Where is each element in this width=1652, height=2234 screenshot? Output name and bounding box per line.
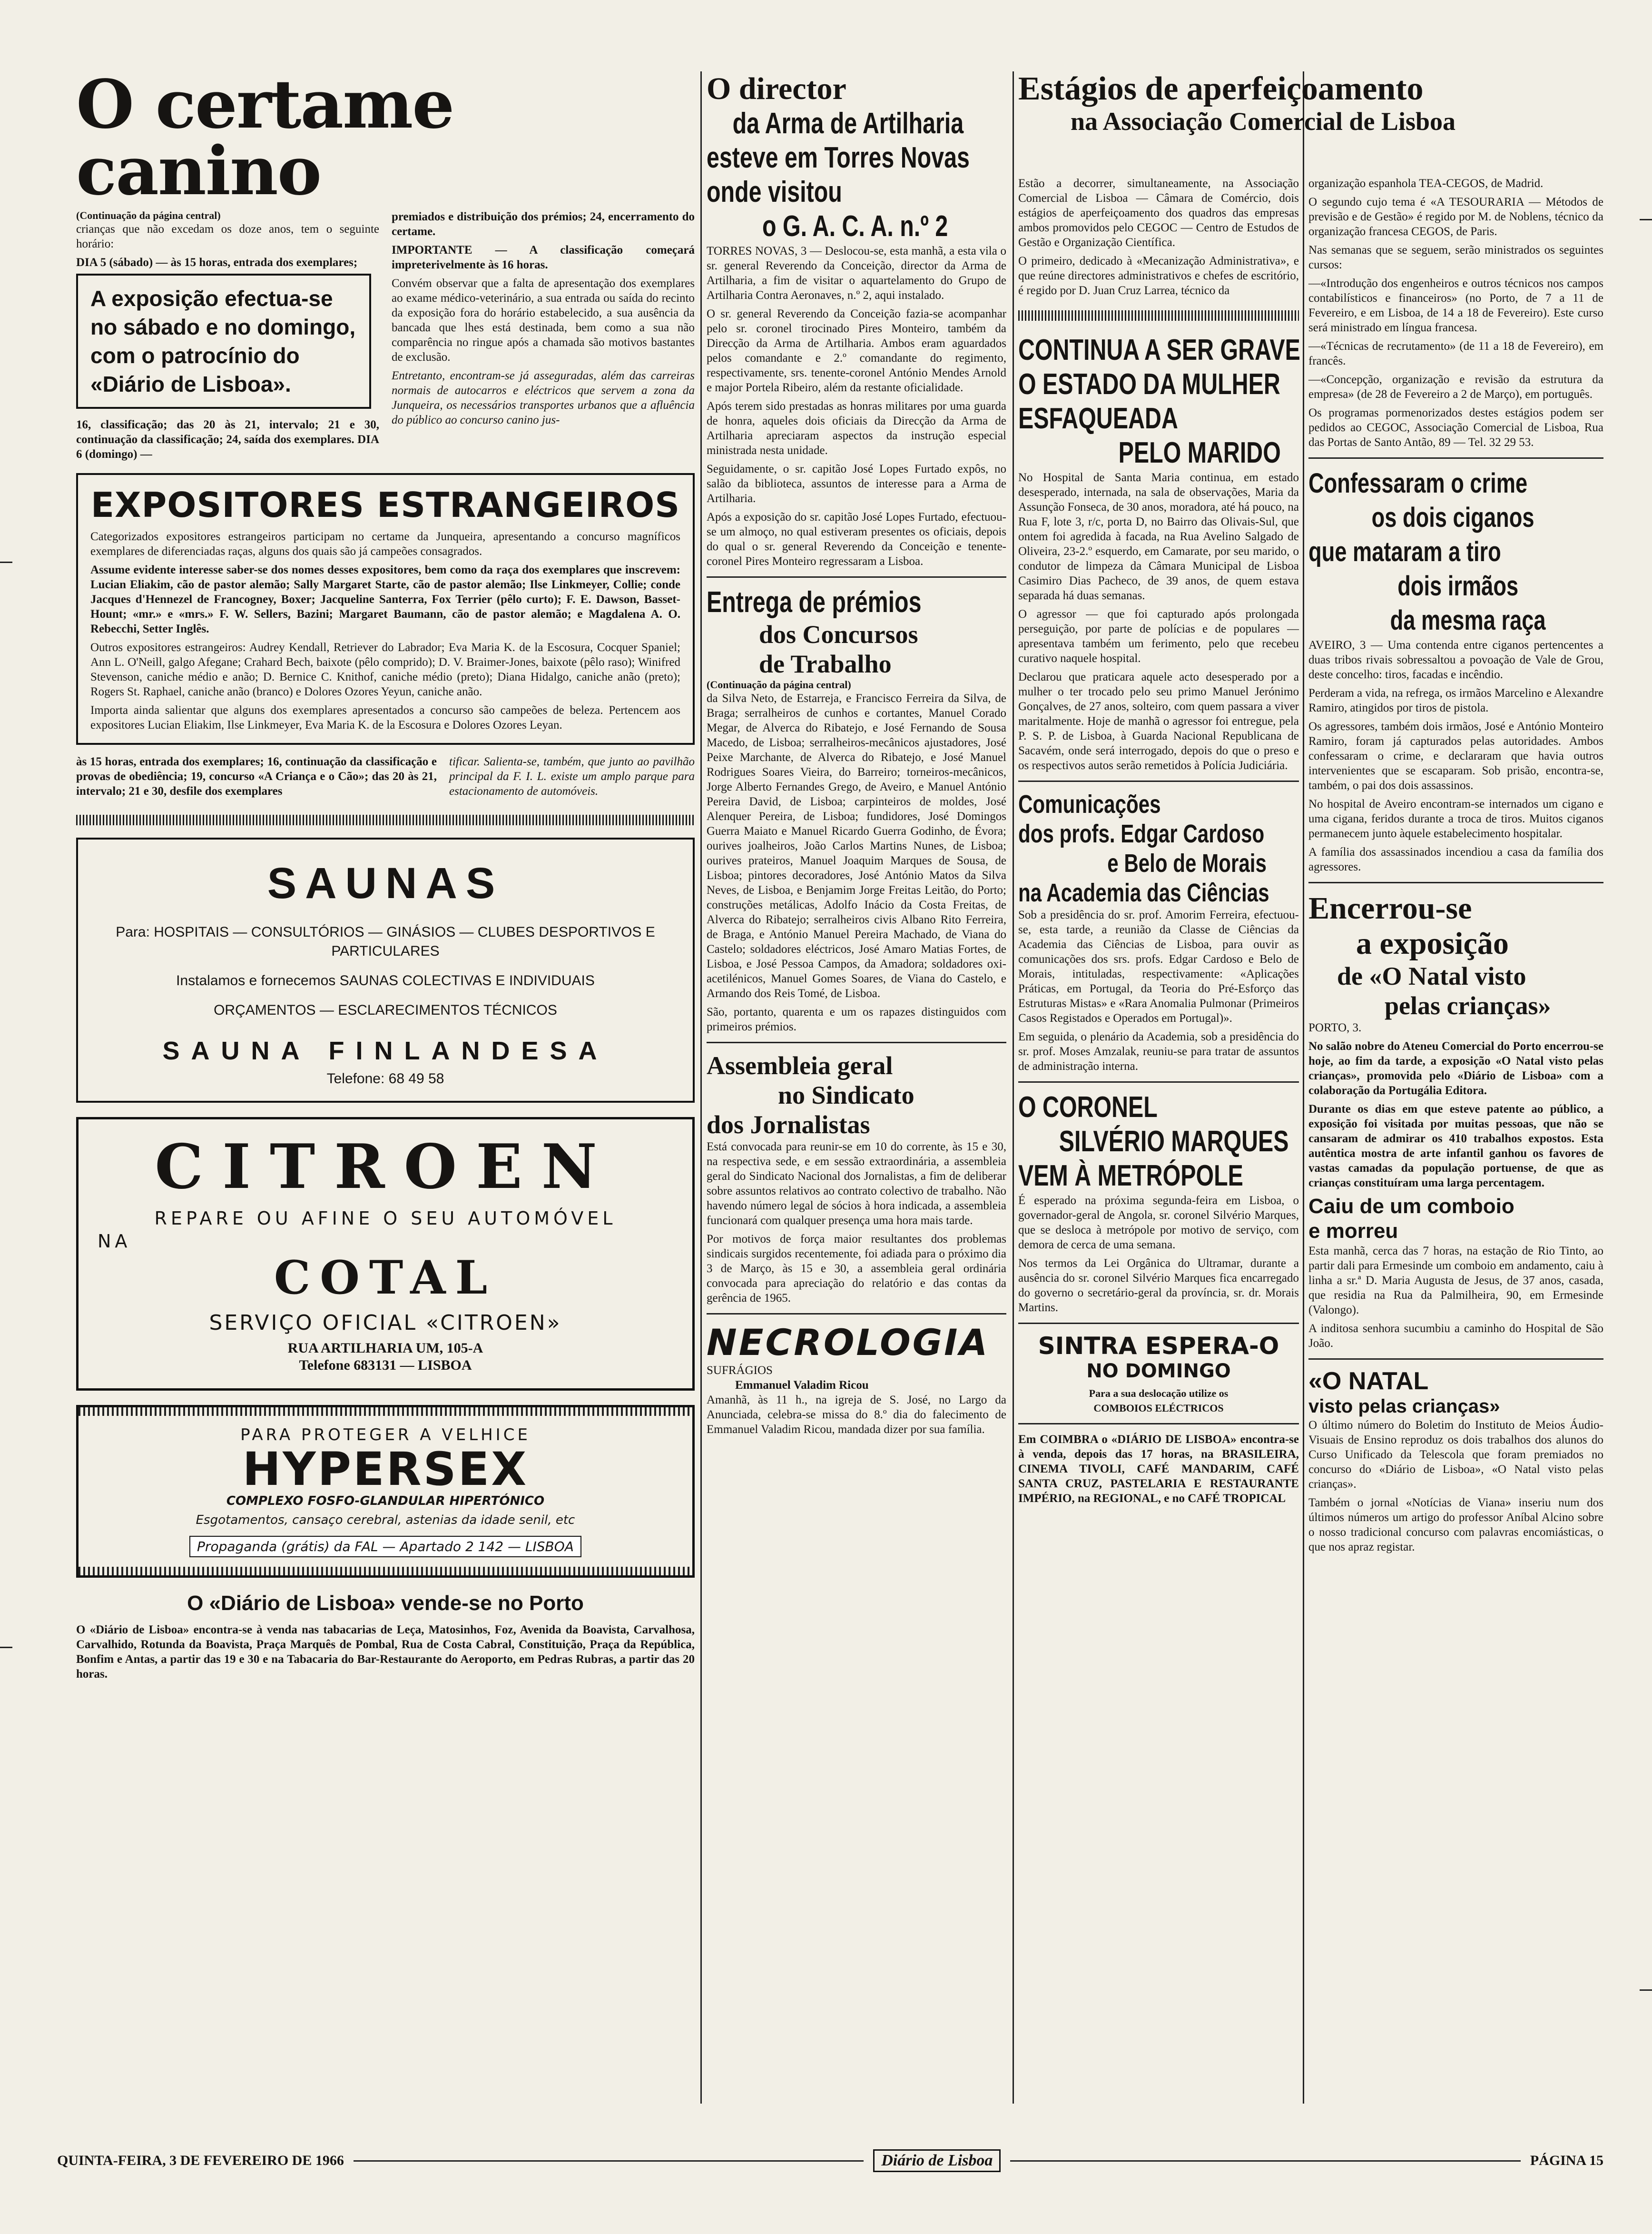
text: O segundo cujo tema é «A TESOURARIA — Métodos de previsão e de Gestão» é regido por M. de Noblens, técnico da organização francesa CEGOS, de Paris. (1308, 196, 1603, 238)
page-footer (57, 2146, 1603, 2175)
article-comunicacoes (1018, 790, 1299, 1074)
edge-mark (0, 1647, 12, 1648)
text: da Silva Neto, de Estarreja, e Francisco Ferreira da Silva, de Braga; serralheiros de cunhos e cortantes, Manuel Corado Megar, de Alverca do Ribatejo, e José Fernando de Sousa Macedo, de Lisboa; serralheiros-mecânicos ajustadores, José Peixe Marchante, de Alverca do Ribatejo, e José Manuel Rodrigues Soares Vieira, do Barreiro; torneiros-mecânicos, Jorge Alberto Fernandes Grego, de Aveiro, e Manuel António Pereira David, de Lisboa; carpinteiros de moldes, José Alenquer Pereira, de Lisboa; fundidores, José Domingos Guerra Maiato e Manuel Ricardo Guerra Godinho, de Évora; ourives joalheiros, João Carlos Martins Nunes, de Lisboa; ourives prateiros, Manuel Joaquim Marques de Sousa, de Lisboa; pintores decoradores, José António Matos da Silva Neves, de Lisboa, e Benjamim Jorge Freitas Leitão, do Porto; construções metálicas, Adolfo Inácio da Costa Freitas, de Alverca do Ribatejo; serralheiros civis Albano Rito Ferreira, de Braga, e António Manuel Pereira Machado, de Viana do Castelo; soldadores eléctricos, José Amaro Matias Fortes, de Lisboa, e José Pessoa Campos, da Amadora; soldadores oxi-acetilénicos, Manuel Gomes Soares, de Viana do Castelo, e Armando dos Reis Tomé, de Lisboa. (707, 692, 1006, 1000)
rule (1308, 457, 1603, 459)
headline: da mesma raça (1390, 605, 1546, 636)
text: Perderam a vida, na refrega, os irmãos Marcelino e Alexandre Ramiro, atingidos por tiros de pistola. (1308, 687, 1603, 714)
edge-mark (1640, 219, 1652, 220)
ad-text: Esgotamentos, cansaço cerebral, astenias da idade senil, etc (196, 1513, 575, 1527)
headline: dos Concursos (759, 620, 918, 649)
headline: dos Jornalistas (707, 1110, 870, 1139)
ad-address: RUA ARTILHARIA UM, 105-A (287, 1340, 483, 1356)
text: —«Introdução dos engenheiros e outros técnicos nos campos contabilísticos e financeiros» (no Porto, de 7 a 11 de Fevereiro, e em Lisboa, de 14 a 18 de Fevereiro). Este curso será ministrado em língua francesa. (1308, 277, 1603, 334)
column-1 (76, 66, 695, 1685)
text: O agressor — que foi capturado após prolongada perseguição, por parte de polícias e de populares — apresentava também um ferimento, pelo que recebeu curativo naquele hospital. (1018, 608, 1299, 665)
column-rule (1303, 71, 1304, 2104)
text: No Hospital de Santa Maria continua, em estado desesperado, internada, na sala de observações, Maria da Assunção Fonseca, de 30 anos, moradora, até há pouco, na Rua F, lote 3, r/c, porta D, no Bairro das Olivais-Sul, que ontem foi agredida à facada, na Rua Avelino Salgado de Oliveira, 23-2.º esquerdo, em Camarate, por seu marido, o condutor de limpeza da Câmara Municipal de Lisboa Casimiro Dias Pacheco, de 39 anos, de quem estava separada há duas semanas. (1018, 471, 1299, 602)
text: O «Diário de Lisboa» encontra-se à venda nas tabacarias de Leça, Matosinhos, Foz, Avenida da Boavista, Carvalhosa, Carvalhido, Rotunda da Boavista, Praça Marquês de Pombal, Rua de Costa Cabral, Constituição, Praça da República, Bonfim e Antas, a partir das 19 e 30 e na Tabacaria do Bar-Restaurante do Aeroporto, em Pedras Rubras, a partir das 20 horas. (76, 1623, 695, 1680)
text: Declarou que praticara aquele acto desesperado por a mulher o ter trocado pelo seu primo Manuel Jerónimo Gonçalves, de 27 anos, solteiro, com quem passara a viver maritalmente. Hoje de manhã o agressor foi entregue, pela P. S. P. de Lisboa, à Guarda Nacional Republicana de Sacavém, onde será interrogado, depois do que o preso e os respectivos autos serão remetidos à Polícia Judiciária. (1018, 671, 1299, 772)
ad-phone: Telefone 683131 — LISBOA (299, 1357, 472, 1373)
text: Durante os dias em que esteve patente ao público, a exposição foi visitada por muitas pessoas, que não se cansaram de admirar os 410 trabalhos expostos. Esta autêntica mostra de arte infantil ganhou os favores de vastas camadas da população portuense, de que as crianças constituíram uma larga percentagem. (1308, 1103, 1603, 1189)
text: organização espanhola TEA-CEGOS, de Madrid. (1308, 177, 1544, 190)
rule (1018, 1323, 1299, 1324)
page-number: PÁGINA 15 (1530, 2153, 1604, 2168)
text: Seguidamente, o sr. capitão José Lopes Furtado expôs, no salão da biblioteca, assuntos de interesse para a Arma de Artilharia. (707, 463, 1006, 505)
continuation-note: (Continuação da página central) (707, 679, 851, 691)
article-certame-canino (76, 66, 695, 465)
ad-text: Para a sua deslocação utilize os (1089, 1387, 1229, 1399)
rule (1010, 2160, 1520, 2162)
headline: CONTINUA A SER GRAVE (1018, 334, 1300, 366)
ad-brand: CITROEN (155, 1131, 616, 1203)
headline: dois irmãos (1397, 571, 1519, 602)
ad-text: PARA PROTEGER A VELHICE (240, 1425, 531, 1444)
headline: o G. A. C. A. n.º 2 (762, 210, 948, 243)
article-mulher-esfaqueada (1018, 333, 1299, 773)
text: IMPORTANTE — A classificação começará impreterivelmente às 16 horas. (392, 244, 695, 271)
headline: O certame canino (76, 66, 454, 210)
column-3-body (1018, 176, 1299, 1510)
ad-text: Para: HOSPITAIS — CONSULTÓRIOS — GINÁSIOS — CLUBES DESPORTIVOS E PARTICULARES (116, 924, 655, 959)
text: —«Técnicas de recrutamento» (de 11 a 18 de Fevereiro), em francês. (1308, 340, 1603, 367)
headline: visto pelas crianças» (1308, 1396, 1500, 1417)
ad-sintra (1018, 1332, 1299, 1415)
headline: PELO MARIDO (1118, 436, 1281, 469)
headline: VEM À METRÓPOLE (1018, 1159, 1243, 1192)
ad-text: ORÇAMENTOS — ESCLARECIMENTOS TÉCNICOS (214, 1002, 557, 1018)
ad-text: NA (98, 1231, 131, 1252)
article-estagios (1018, 71, 1603, 136)
headline: e Belo de Morais (1107, 849, 1267, 878)
edge-mark (0, 562, 12, 563)
ad-phone: Telefone: 68 49 58 (326, 1071, 444, 1087)
text: Está convocada para reunir-se em 10 do corrente, às 15 e 30, na respectiva sede, e em sessão extraordinária, a assembleia geral do Sindicato Nacional dos Jornalistas, a fim de deliberar sobre assuntos relativos ao contrato colectivo de trabalho. Não havendo número legal de sócios à hora indicada, a assembleia funcionará com qualquer presença uma hora mais tarde. (707, 1140, 1006, 1227)
column-3 (1018, 71, 1603, 136)
headline: Caiu de um comboio (1308, 1195, 1514, 1218)
masthead-logo: Diário de Lisboa (873, 2149, 1001, 2172)
text: Sob a presidência do sr. prof. Amorim Ferreira, efectuou-se, esta tarde, a reunião da Classe de Ciências da Academia das Ciências de Lisboa, para ouvir as comunicações dos srs. profs. Edgar Cardoso e Belo de Morais, intituladas, respectivamente: «Aplicações Práticas, em Portugal, da Teoria do Pré-Esforço das Estruturas Mistas» e «Rara Anomalia Pulmonar (Primeiros Casos Registados e Operados em Portugal)». (1018, 909, 1299, 1025)
ad-text: COMPLEXO FOSFO-GLANDULAR HIPERTÓNICO (226, 1494, 545, 1508)
rule (1308, 882, 1603, 883)
rule (707, 576, 1006, 578)
edge-mark (1640, 1989, 1652, 1991)
headline: O ESTADO DA MULHER (1018, 368, 1280, 401)
rule (707, 1042, 1006, 1043)
text: No salão nobre do Ateneu Comercial do Porto encerrou-se hoje, ao fim da tarde, a exposição «O Natal visto pelas crianças», promovida pelo «Diário de Lisboa» com a colaboração da Portugália Editora. (1308, 1040, 1603, 1097)
text: A família dos assassinados incendiou a casa da família dos agressores. (1308, 846, 1603, 873)
text: Assume evidente interesse saber-se dos nomes desses expositores, bem como da raça dos exemplares que inscrevem: Lucian Eliakim, cão de pastor alemão; Sally Margaret Starte, cão de pastor alemão; Ilse Linkmeyer, Collie; conde Jacques d'Hennezel de Francogney, Boxer; Jacqueline Santerra, Fox Terrier (pêlo curto); F. E. Dawson, Basset-Hount; «mr.» e «mrs.» F. W. Sellers, Bazini; Margaret Baumann, cão de pastor alemão; e Magdalena A. O. Rebecchi, Setter Inglês. (90, 563, 680, 635)
text: DIA 5 (sábado) — às 15 horas, entrada dos exemplares; (76, 256, 358, 269)
article-coronel (1018, 1090, 1299, 1315)
rule (1308, 1358, 1603, 1360)
headline: no Sindicato (778, 1081, 914, 1109)
rule (1018, 1423, 1299, 1424)
headline: de «O Natal visto (1337, 962, 1526, 990)
text: O último número do Boletim do Instituto de Meios Áudio-Visuais de Ensino reproduz os dois trabalhos dos alunos do Curso Unificado da Telescola que foram premiados no concurso do «Diário de Lisboa», «O Natal visto pelas crianças». (1308, 1419, 1603, 1491)
text: Nos termos da Lei Orgânica do Ultramar, durante a ausência do sr. coronel Silvério Marques fica encarregado do governo o secretário-geral da província, sr. dr. Morais Martins. (1018, 1257, 1299, 1314)
headline: esteve em Torres Novas (707, 141, 970, 174)
text: O primeiro, dedicado à «Mecanização Administrativa», e que reúne directores administrativos e chefes de escritório, é regido por D. Juan Cruz Larrea, técnico da (1018, 255, 1299, 297)
ad-title: SINTRA ESPERA-O (1038, 1332, 1279, 1360)
subheading: SUFRÁGIOS (707, 1364, 773, 1377)
headline: Encerrou-se (1308, 891, 1472, 926)
headline: EXPOSITORES ESTRANGEIROS (90, 485, 680, 525)
article-ciganos (1308, 466, 1603, 874)
text: No hospital de Aveiro encontram-se internados um cigano e uma cigana, feridos durante a troca de tiros. Muitos ciganos permanecem junto àquele estabelecimento hospitalar. (1308, 798, 1603, 840)
exposition-box: A exposição efectua-se no sábado e no domingo, com o patrocínio do «Diário de Lisboa». (76, 274, 371, 409)
headline: na Academia das Ciências (1018, 879, 1269, 907)
headline: da Arma de Artilharia (732, 107, 964, 140)
headline: Assembleia geral (707, 1051, 893, 1080)
newspaper-page (57, 52, 1603, 2180)
headline: e morreu (1308, 1219, 1398, 1243)
text: Outros expositores estrangeiros: Audrey Kendall, Retriever do Labrador; Eva Maria K. de la Escosura, Cocquer Spaniel; Ann L. O'Neill, galgo Afegane; Crahard Bech, baixote (pêlo comprido); D. V. Braimer-Jones, baixote (pêlo raso); Winifred Stevenson, caniche médio e anão; D. Bernice C. Knithof, caniche médio (preto); Diana Hidalgo, caniche anão (preto); Rogers St. Raphael, caniche anão (branco) e Dolores Ozores Yeyun, caniche anão. (90, 641, 680, 698)
ad-hypersex (76, 1405, 695, 1578)
text: PORTO, 3. (1308, 1021, 1362, 1034)
headline: de Trabalho (759, 650, 892, 678)
column-4 (1308, 176, 1603, 1558)
article-director (707, 71, 1006, 569)
text: Os programas pormenorizados destes estágios podem ser pedidos ao CEGOC, Associação Comercial de Lisboa, Rua das Portas de Santo Antão, 89 — Tel. 32 29 53. (1308, 406, 1603, 449)
text: Nas semanas que se seguem, serão ministrados os seguintes cursos: (1308, 244, 1603, 271)
article-premios (707, 585, 1006, 1034)
headline: NECROLOGIA (707, 1321, 990, 1364)
headline: Entrega de prémios (707, 586, 922, 619)
column-2 (707, 71, 1006, 1441)
footer-date: QUINTA-FEIRA, 3 DE FEVEREIRO DE 1966 (57, 2153, 344, 2168)
rule (76, 815, 695, 825)
article-necrologia (707, 1322, 1006, 1437)
rule (1018, 781, 1299, 782)
ad-subtitle: NO DOMINGO (1086, 1360, 1231, 1382)
headline: ESFAQUEADA (1018, 402, 1178, 435)
ad-title: SAUNAS (267, 859, 504, 908)
article-natal-boletim (1308, 1367, 1603, 1554)
text: tificar. Salienta-se, também, que junto ao pavilhão principal da F. I. L. existe um amplo parque para estacionamento de automóveis. (449, 755, 695, 798)
article-assembleia (707, 1051, 1006, 1305)
text: Esta manhã, cerca das 7 horas, na estação de Rio Tinto, ao partir dali para Ermesinde um comboio em andamento, caiu à linha a sr.ª D. Maria Augusta de Jesus, de 37 anos, casada, que residia na Rua da Palmilheira, 90, em Ermesinde (Valongo). (1308, 1245, 1603, 1316)
ad-saunas (76, 838, 695, 1103)
article-natal-exposicao (1308, 891, 1603, 1190)
headline: O director (707, 71, 846, 106)
rule (1018, 1081, 1299, 1083)
text: Importa ainda salientar que alguns dos exemplares apresentados a concurso são campeões de beleza. Pertencem aos expositores Lucian Eliakim, Ilse Linkmeyer, Eva Maria K. de la Escosura e Dolores Ozores Leyan. (90, 704, 680, 731)
headline: dos profs. Edgar Cardoso (1018, 820, 1265, 848)
ad-text: REPARE OU AFINE O SEU AUTOMÓVEL (154, 1208, 617, 1229)
text: crianças que não excedam os doze anos, tem o seguinte horário: (76, 223, 379, 250)
text: Os agressores, também dois irmãos, José e António Monteiro Ramiro, foram já capturados pelas autoridades. Ambos confessaram o crime, e declararam que havia outros intervenientes que se escaparam. Sob prisão, encontra-se, também, o pai dos dois assassinos. (1308, 720, 1603, 792)
text: É esperado na próxima segunda-feira em Lisboa, o governador-geral de Angola, sr. coronel Silvério Marques, que se desloca à metrópole por motivo de serviço, com demora de cerca de uma semana. (1018, 1194, 1299, 1251)
text: às 15 horas, entrada dos exemplares; 16, continuação da classificação e provas de obediência; 19, concurso «A Criança e o Cão»; das 20 às 21, intervalo; 21 e 30, desfile dos exemplares (76, 755, 437, 798)
ad-brand: COTAL (274, 1251, 497, 1305)
continuation-note: (Continuação da página central) (76, 209, 221, 221)
text: Por motivos de força maior resultantes dos problemas sindicais surgidos recentemente, foi adiada para o próximo dia 3 de Março, às 15 e 30, a assembleia geral ordinária convocada para apreciação do relatório e das contas da gerência de 1965. (707, 1233, 1006, 1305)
headline: onde visitou (707, 176, 842, 208)
subheading: Emmanuel Valadim Ricou (735, 1379, 869, 1392)
rule (707, 1313, 1006, 1315)
ad-text: SERVIÇO OFICIAL «CITROEN» (209, 1311, 562, 1335)
text: São, portanto, quarenta e um os rapazes distinguidos com primeiros prémios. (707, 1006, 1006, 1033)
ad-brand: SAUNA FINLANDESA (162, 1037, 609, 1065)
text: 16, classificação; das 20 às 21, intervalo; 21 e 30, continuação da classificação; 24, saída dos exemplares. DIA 6 (domingo) — (76, 418, 379, 461)
rule (1018, 310, 1299, 321)
text: Categorizados expositores estrangeiros participam no certame da Junqueira, apresentando a concurso magníficos exemplares de diferenciadas raças, alguns dos quais são já campeões consagrados. (90, 530, 680, 558)
text: Em seguida, o plenário da Academia, sob a presidência do sr. prof. Moses Amzalak, reuniu-se para tratar de assuntos de administração interna. (1018, 1030, 1299, 1073)
headline: O CORONEL (1018, 1091, 1158, 1124)
text: AVEIRO, 3 — Uma contenda entre ciganos pertencentes a duas tribos rivais sobressaltou a povoação de Vale de Grou, deste concelho: tiros, facadas e incêndio. (1308, 639, 1603, 681)
article-comboio (1308, 1194, 1603, 1351)
text: Amanhã, às 11 h., na igreja de S. José, no Largo da Anunciada, celebra-se missa do 8.º dia do falecimento de Emmanuel Valadim Ricou, mandada dizer por sua família. (707, 1394, 1006, 1436)
text: —«Concepção, organização e revisão da estrutura da empresa» (de 28 de Fevereiro a 2 de Março), em português. (1308, 373, 1603, 401)
text: Após a exposição do sr. capitão José Lopes Furtado, efectuou-se um almoço, no qual estiveram presentes os oficiais, depois do qual o sr. general Reverendo da Conceição e tenente-coronel Pires Monteiro regressaram a Lisboa. (707, 511, 1006, 568)
column-rule (700, 71, 702, 2104)
article-expositores (76, 473, 695, 745)
text: premiados e distribuição dos prémios; 24, encerramento do certame. (392, 210, 695, 238)
text: O sr. general Reverendo da Conceição fazia-se acompanhar pelo sr. coronel tirocinado Pires Monteiro, também da Direcção da Arma de Artilharia. Ambos eram aguardados pelos comandante e 2.º comandante do regimento, respectivamente, srs. tenente-coronel António Mendes Arnold e major Portela Ribeiro, além da restante oficialidade. (707, 307, 1006, 394)
headline: pelas crianças» (1385, 991, 1551, 1020)
headline: Confessaram o crime (1308, 468, 1528, 499)
headline: Comunicações (1018, 790, 1161, 819)
coimbra-notice: Em COIMBRA o «DIÁRIO DE LISBOA» encontra-se à venda, depois das 17 horas, na BRASILEIRA, CINEMA TIVOLI, CAFÉ MANDARIM, CAFÉ SANTA CRUZ, PASTELARIA E RESTAURANTE IMPÉRIO, na REGIONAL, e no CAFÉ TROPICAL (1018, 1433, 1299, 1505)
text: A inditosa senhora sucumbiu a caminho do Hospital de São João. (1308, 1322, 1603, 1350)
text: Também o jornal «Notícias de Viana» inseriu num dos últimos números um artigo do professor Aníbal Alcino sobre o nosso tradicional concurso com palavras encomiásticas, o que nos apraz registar. (1308, 1496, 1603, 1553)
ad-brand: HYPERSEX (242, 1443, 529, 1496)
text: Após terem sido prestadas as honras militares por uma guarda de honra, aqueles dois oficiais da Direcção da Arma de Artilharia apreciaram aspectos da instrução especial ministrada nesta unidade. (707, 400, 1006, 457)
ad-text: COMBOIOS ELÉCTRICOS (1093, 1402, 1224, 1414)
column-rule (1013, 71, 1014, 2104)
article-porto (76, 1590, 695, 1681)
headline: «O NATAL (1308, 1367, 1429, 1395)
ad-text: Propaganda (grátis) da FAL — Apartado 2 142 — LISBOA (189, 1536, 581, 1557)
text: Estão a decorrer, simultaneamente, na Associação Comercial de Lisboa — Câmara de Comércio, dois estágios de aperfeiçoamento dos quadros das empresas ambos promovidos pelo CEGOC — Centro de Estudos de Gestão e Organização Científica. (1018, 177, 1299, 249)
headline: que mataram a tiro (1308, 536, 1501, 567)
text: TORRES NOVAS, 3 — Deslocou-se, esta manhã, a esta vila o sr. general Reverendo da Conceição, director da Arma de Artilharia, a fim de visitar o aquartelamento do Grupo de Artilharia Contra Aeronaves, n.º 2, aqui instalado. (707, 245, 1006, 302)
headline: SILVÉRIO MARQUES (1059, 1125, 1289, 1158)
headline: O «Diário de Lisboa» vende-se no Porto (187, 1591, 584, 1615)
text: Entretanto, encontram-se já asseguradas, além das carreiras normais de autocarros e eléctricos que servem a zona da Junqueira, os necessários transportes urbanos que a afluência do público ao concurso canino jus- (392, 369, 695, 426)
ad-citroen (76, 1117, 695, 1391)
headline: na Associação Comercial de Lisboa (1071, 107, 1455, 136)
headline: os dois ciganos (1371, 502, 1534, 533)
rule (354, 2160, 864, 2162)
text: Convém observar que a falta de apresentação dos exemplares ao exame médico-veterinário, a sua entrada ou saída do recinto da exposição fora do horário estabelecido, a sua ausência da bancada que lhes está destinada, bem como a sua não comparência no ringue após a chamada são motivos bastantes de exclusão. (392, 277, 695, 364)
ad-text: Instalamos e fornecemos SAUNAS COLECTIVAS E INDIVIDUAIS (176, 973, 595, 988)
headline: Estágios de aperfeiçoamento (1018, 70, 1424, 107)
headline: a exposição (1356, 926, 1509, 961)
